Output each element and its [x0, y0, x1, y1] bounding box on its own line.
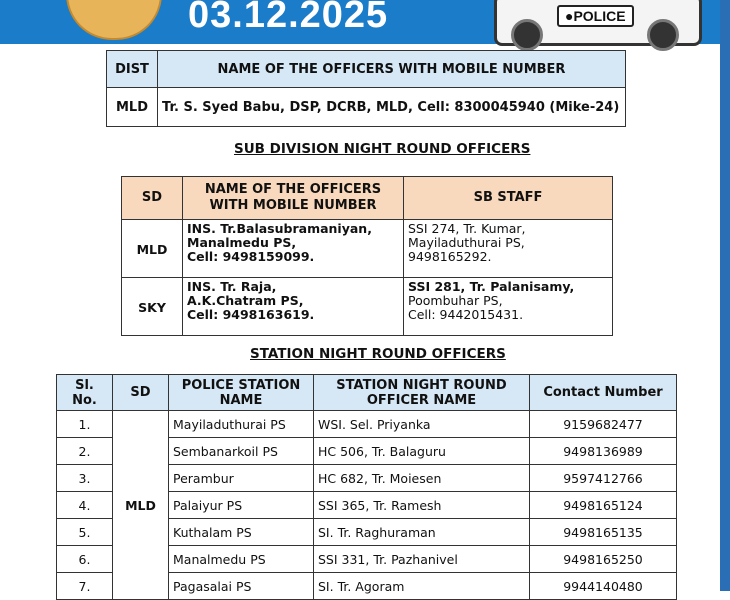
contact-cell: 9597412766	[530, 465, 677, 492]
officer-line: A.K.Chatram PS,	[187, 293, 304, 308]
officer-cell: SSI 365, Tr. Ramesh	[314, 492, 530, 519]
station-cell: Sembanarkoil PS	[169, 438, 314, 465]
sd-cell: MLD	[122, 220, 183, 278]
sd-group-cell: MLD	[113, 411, 169, 600]
right-border	[720, 0, 730, 591]
police-vehicle-icon	[494, 0, 702, 46]
station-table	[56, 374, 677, 600]
officer-header: NAME OF THE OFFICERS WITH MOBILE NUMBER	[158, 51, 626, 88]
round-officer-header: STATION NIGHT ROUND OFFICER NAME	[314, 375, 530, 411]
officer-line: Manalmedu PS,	[187, 235, 297, 250]
station-cell: Mayiladuthurai PS	[169, 411, 314, 438]
slno-cell: 5.	[57, 519, 113, 546]
staff-line: Cell: 9442015431.	[408, 307, 524, 322]
officer-cell	[183, 220, 404, 278]
contact-cell: 9498165250	[530, 546, 677, 573]
slno-cell: 2.	[57, 438, 113, 465]
officer-cell: WSI. Sel. Priyanka	[314, 411, 530, 438]
contact-cell: 9498165135	[530, 519, 677, 546]
officer-cell: HC 682, Tr. Moiesen	[314, 465, 530, 492]
slno-cell: 1.	[57, 411, 113, 438]
officer-cell: SI. Tr. Agoram	[314, 573, 530, 600]
report-date: 03.12.2025	[188, 0, 389, 36]
staff-header: SB STAFF	[404, 177, 613, 220]
wheel-icon	[511, 19, 543, 51]
vehicle-label: ●POLICE	[557, 5, 634, 27]
subdivision-table	[121, 176, 613, 336]
station-cell: Palaiyur PS	[169, 492, 314, 519]
sd-header: SD	[122, 177, 183, 220]
dist-cell: MLD	[107, 88, 158, 127]
station-cell: Perambur	[169, 465, 314, 492]
staff-line: 9498165292.	[408, 249, 492, 264]
district-officer-table	[106, 50, 626, 127]
officer-cell	[183, 278, 404, 336]
officer-cell: SI. Tr. Raghuraman	[314, 519, 530, 546]
slno-header: Sl. No.	[57, 375, 113, 411]
contact-cell: 9498136989	[530, 438, 677, 465]
staff-line: SSI 274, Tr. Kumar,	[408, 221, 526, 236]
staff-cell	[404, 278, 613, 336]
staff-line: SSI 281, Tr. Palanisamy,	[408, 279, 575, 294]
contact-header: Contact Number	[530, 375, 677, 411]
staff-line: Poombuhar PS,	[408, 293, 503, 308]
dist-header: DIST	[107, 51, 158, 88]
officer-cell: Tr. S. Syed Babu, DSP, DCRB, MLD, Cell: 8300045940 (Mike-24)	[158, 88, 626, 127]
sd-cell: SKY	[122, 278, 183, 336]
contact-cell: 9159682477	[530, 411, 677, 438]
sd-header: SD	[113, 375, 169, 411]
table-row	[122, 220, 613, 278]
header-banner	[0, 0, 730, 44]
station-header: POLICE STATION NAME	[169, 375, 314, 411]
station-cell: Manalmedu PS	[169, 546, 314, 573]
staff-line: Mayiladuthurai PS,	[408, 235, 525, 250]
slno-cell: 7.	[57, 573, 113, 600]
table-row	[122, 278, 613, 336]
wheel-icon	[647, 19, 679, 51]
station-title: STATION NIGHT ROUND OFFICERS	[250, 346, 506, 362]
slno-cell: 6.	[57, 546, 113, 573]
officer-cell: SSI 331, Tr. Pazhanivel	[314, 546, 530, 573]
slno-cell: 4.	[57, 492, 113, 519]
police-emblem-icon	[66, 0, 162, 40]
staff-cell	[404, 220, 613, 278]
slno-cell: 3.	[57, 465, 113, 492]
contact-cell: 9498165124	[530, 492, 677, 519]
officer-cell: HC 506, Tr. Balaguru	[314, 438, 530, 465]
officer-line: INS. Tr. Raja,	[187, 279, 277, 294]
officer-header: NAME OF THE OFFICERS WITH MOBILE NUMBER	[183, 177, 404, 220]
station-cell: Kuthalam PS	[169, 519, 314, 546]
contact-cell: 9944140480	[530, 573, 677, 600]
subdivision-title: SUB DIVISION NIGHT ROUND OFFICERS	[234, 141, 531, 157]
station-cell: Pagasalai PS	[169, 573, 314, 600]
table-row	[57, 411, 677, 438]
officer-line: Cell: 9498163619.	[187, 307, 315, 322]
officer-line: INS. Tr.Balasubramaniyan,	[187, 221, 372, 236]
officer-line: Cell: 9498159099.	[187, 249, 315, 264]
